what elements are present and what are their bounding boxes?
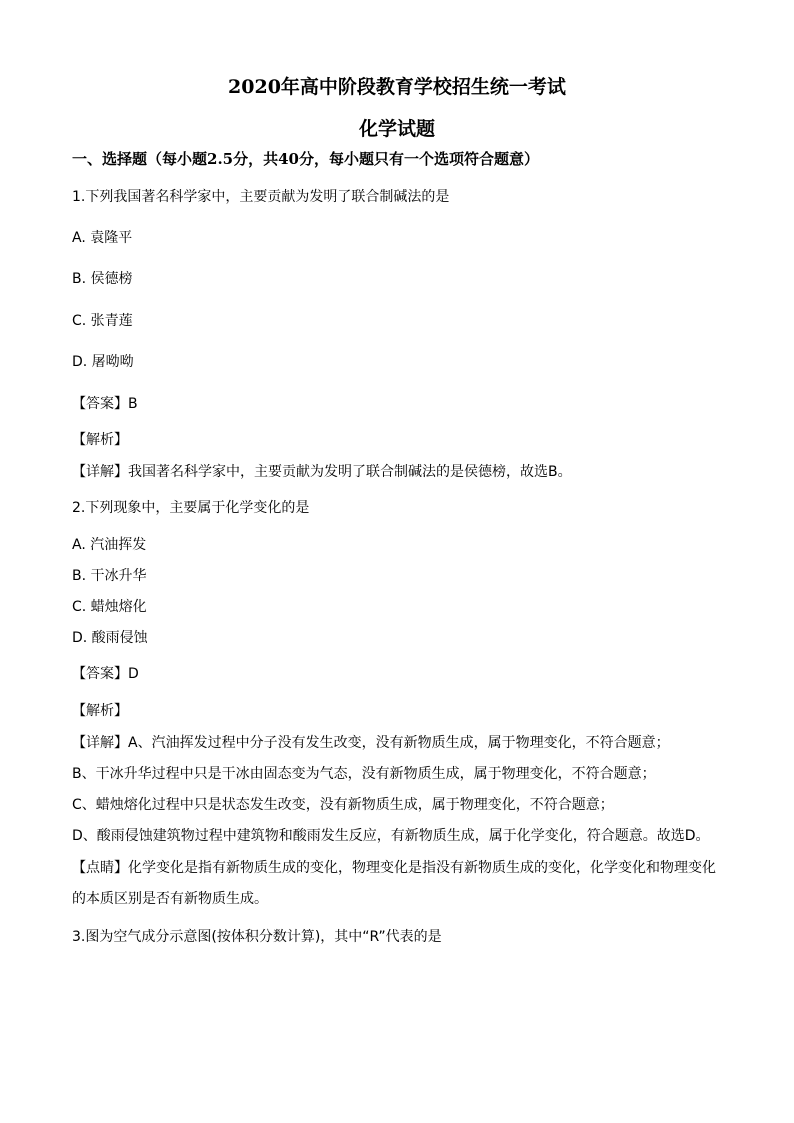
q2-detail-line-d: D、酸雨侵蚀建筑物过程中建筑物和酸雨发生反应，有新物质生成，属于化学变化，符合题意。故选D。 bbox=[72, 828, 710, 844]
q1-answer-label: 【答案】 bbox=[72, 396, 128, 412]
q1-analysis-label: 【解析】 bbox=[72, 432, 128, 448]
section-heading: 一、选择题（每小题2.5分，共40分，每小题只有一个选项符合题意） bbox=[72, 150, 539, 168]
q3-stem: 3.图为空气成分示意图(按体积分数计算)，其中“R”代表的是 bbox=[72, 929, 442, 945]
q2-answer-value: D bbox=[128, 666, 139, 682]
q1-option-d: D. 屠呦呦 bbox=[72, 354, 134, 370]
q2-comment-label: 【点睛】 bbox=[72, 860, 128, 876]
q1-answer bbox=[72, 395, 138, 413]
q2-answer bbox=[72, 665, 139, 683]
q2-comment-line-2: 的本质区别是否有新物质生成。 bbox=[72, 891, 268, 907]
q1-option-c: C. 张青莲 bbox=[72, 313, 133, 329]
q1-detail-text: 我国著名科学家中，主要贡献为发明了联合制碱法的是侯德榜，故选B。 bbox=[128, 464, 572, 480]
q1-answer-value: B bbox=[128, 396, 138, 412]
q2-detail-line-c: C、蜡烛熔化过程中只是状态发生改变，没有新物质生成，属于物理变化，不符合题意； bbox=[72, 797, 614, 813]
q1-detail bbox=[72, 463, 572, 481]
q2-option-d: D. 酸雨侵蚀 bbox=[72, 630, 148, 646]
q1-detail-label: 【详解】 bbox=[72, 464, 128, 480]
q2-option-b: B. 干冰升华 bbox=[72, 568, 147, 584]
q2-stem: 2.下列现象中，主要属于化学变化的是 bbox=[72, 500, 310, 516]
q2-analysis-label: 【解析】 bbox=[72, 703, 128, 719]
q2-detail-line-b: B、干冰升华过程中只是干冰由固态变为气态，没有新物质生成，属于物理变化，不符合题意； bbox=[72, 766, 656, 782]
q2-comment-line-1 bbox=[72, 859, 716, 877]
q2-detail-label: 【详解】 bbox=[72, 735, 128, 751]
q2-option-c: C. 蜡烛熔化 bbox=[72, 599, 147, 615]
exam-subtitle: 化学试题 bbox=[358, 118, 435, 140]
q1-option-b: B. 侯德榜 bbox=[72, 271, 133, 287]
q2-comment-text-1: 化学变化是指有新物质生成的变化，物理变化是指没有新物质生成的变化，化学变化和物理变化 bbox=[128, 860, 716, 876]
q2-option-a: A. 汽油挥发 bbox=[72, 537, 147, 553]
q2-detail-line-a bbox=[72, 734, 670, 752]
q2-answer-label: 【答案】 bbox=[72, 666, 128, 682]
q1-stem: 1.下列我国著名科学家中，主要贡献为发明了联合制碱法的是 bbox=[72, 189, 450, 205]
q2-detail-text-a: A、汽油挥发过程中分子没有发生改变，没有新物质生成，属于物理变化，不符合题意； bbox=[128, 735, 670, 751]
q1-option-a: A. 袁隆平 bbox=[72, 230, 133, 246]
exam-title: 2020年高中阶段教育学校招生统一考试 bbox=[228, 76, 566, 98]
